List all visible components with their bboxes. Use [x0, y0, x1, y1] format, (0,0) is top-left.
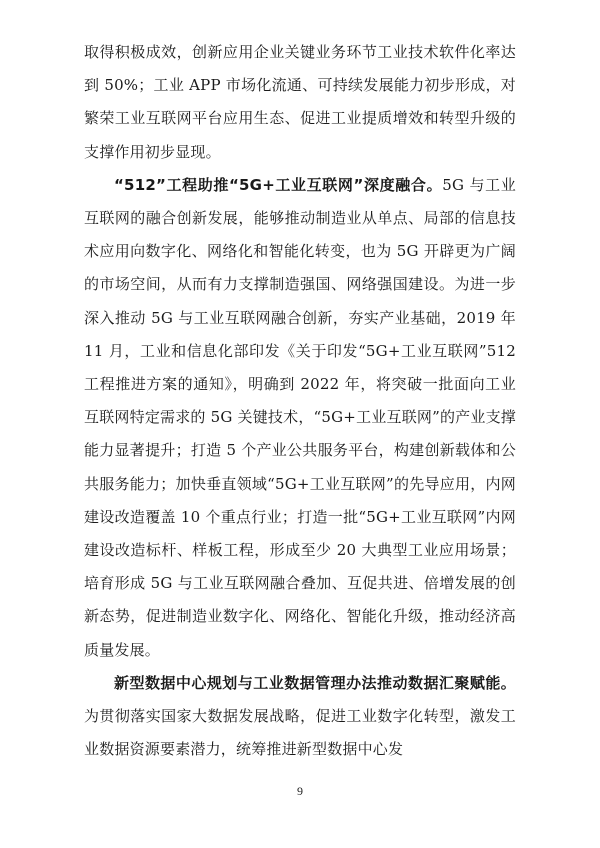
paragraph-text: 为贯彻落实国家大数据发展战略，促进工业数字化转型，激发工业数据资源要素潜力，统筹推进新型数据中心发	[84, 707, 516, 759]
paragraph-5g-industrial-internet	[84, 169, 516, 667]
document-body	[84, 36, 516, 766]
paragraph-heading: 新型数据中心规划与工业数据管理办法推动数据汇聚赋能。	[114, 673, 516, 692]
paragraph-data-center	[84, 667, 516, 767]
paragraph-heading: “512”工程助推“5G+工业互联网”深度融合。	[114, 175, 443, 194]
page-number: 9	[297, 784, 303, 798]
paragraph-text: 取得积极成效，创新应用企业关键业务环节工业技术软件化率达到 50%；工业 APP 市场化流通、可持续发展能力初步形成，对繁荣工业互联网平台应用生态、促进工业提质增效和转型升级的支撑作用初步显现。	[84, 43, 516, 161]
paragraph-text: 5G 与工业互联网的融合创新发展，能够推动制造业从单点、局部的信息技术应用向数字化、网络化和智能化转变，也为 5G 开辟更为广阔的市场空间，从而有力支撑制造强国、网络强国建设。为进一步深入推动 5G 与工业互联网融合创新，夯实产业基础，2019 年 11 月，工业和信息化部印发《关于印发“5G+工业互联网”512 工程推进方案的通知》，明确到 2022 年，将突破一批面向工业互联网特定需求的 5G 关键技术，“5G+工业互联网”的产业支撑能力显著提升；打造 5 个产业公共服务平台，构建创新载体和公共服务能力；加快垂直领域“5G+工业互联网”的先导应用，内网建设改造覆盖 10 个重点行业；打造一批“5G+工业互联网”内网建设改造标杆、样板工程，形成至少 20 大典型工业应用场景；培育形成 5G 与工业互联网融合叠加、互促共进、倍增发展的创新态势，促进制造业数字化、网络化、智能化升级，推动经济高质量发展。	[84, 175, 516, 659]
paragraph-continuation	[84, 36, 516, 169]
